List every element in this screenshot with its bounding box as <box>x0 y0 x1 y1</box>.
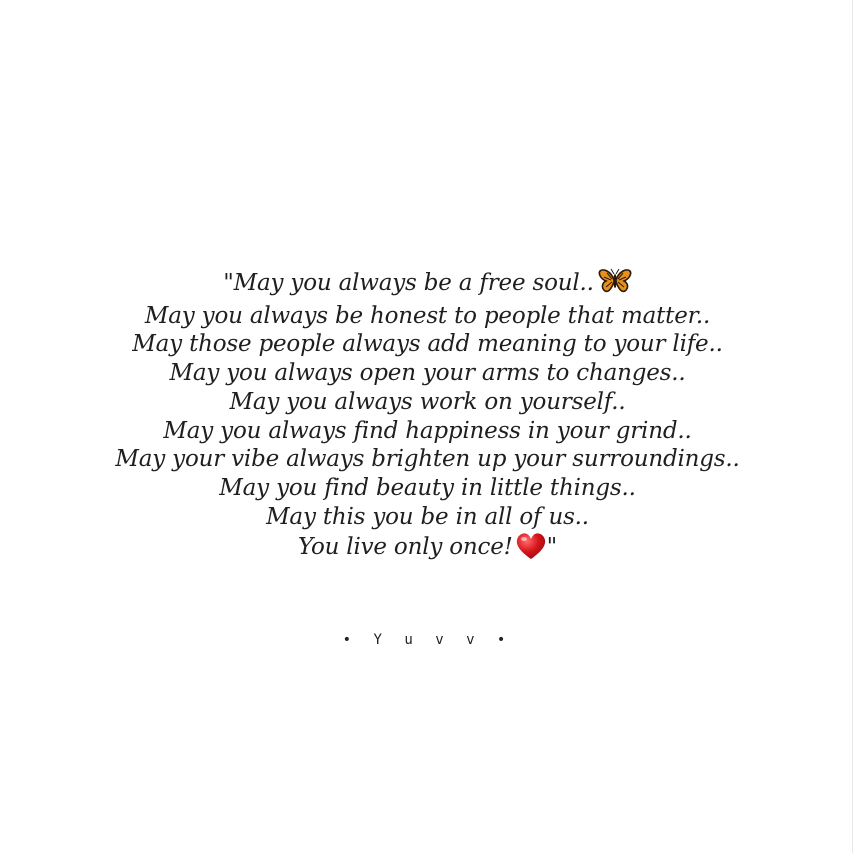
poem-line-10 <box>0 531 855 569</box>
poem-line-10-text: You live only once! <box>297 534 513 561</box>
poem-block <box>0 268 855 569</box>
poem-line-8: May you find beauty in little things.. <box>219 474 636 501</box>
poem-line-1-text: "May you always be a free soul.. <box>223 270 594 296</box>
heart-icon <box>515 531 547 569</box>
poem-line-7: May your vibe always brighten up your surroundings.. <box>115 446 740 473</box>
poem-line-1 <box>0 268 855 302</box>
closing-quote: " <box>546 534 558 561</box>
poem-line-9: May this you be in all of us.. <box>266 503 589 530</box>
poem-line-3: May those people always add meaning to your life.. <box>132 331 723 358</box>
poem-line-5: May you always work on yourself.. <box>229 388 626 415</box>
signature: • Y u v v • <box>342 632 513 648</box>
butterfly-icon <box>598 268 632 302</box>
poem-line-4: May you always open your arms to changes.. <box>169 360 686 387</box>
poem-line-2: May you always be honest to people that matter.. <box>144 302 711 329</box>
poem-line-6: May you always find happiness in your grind.. <box>163 417 692 444</box>
